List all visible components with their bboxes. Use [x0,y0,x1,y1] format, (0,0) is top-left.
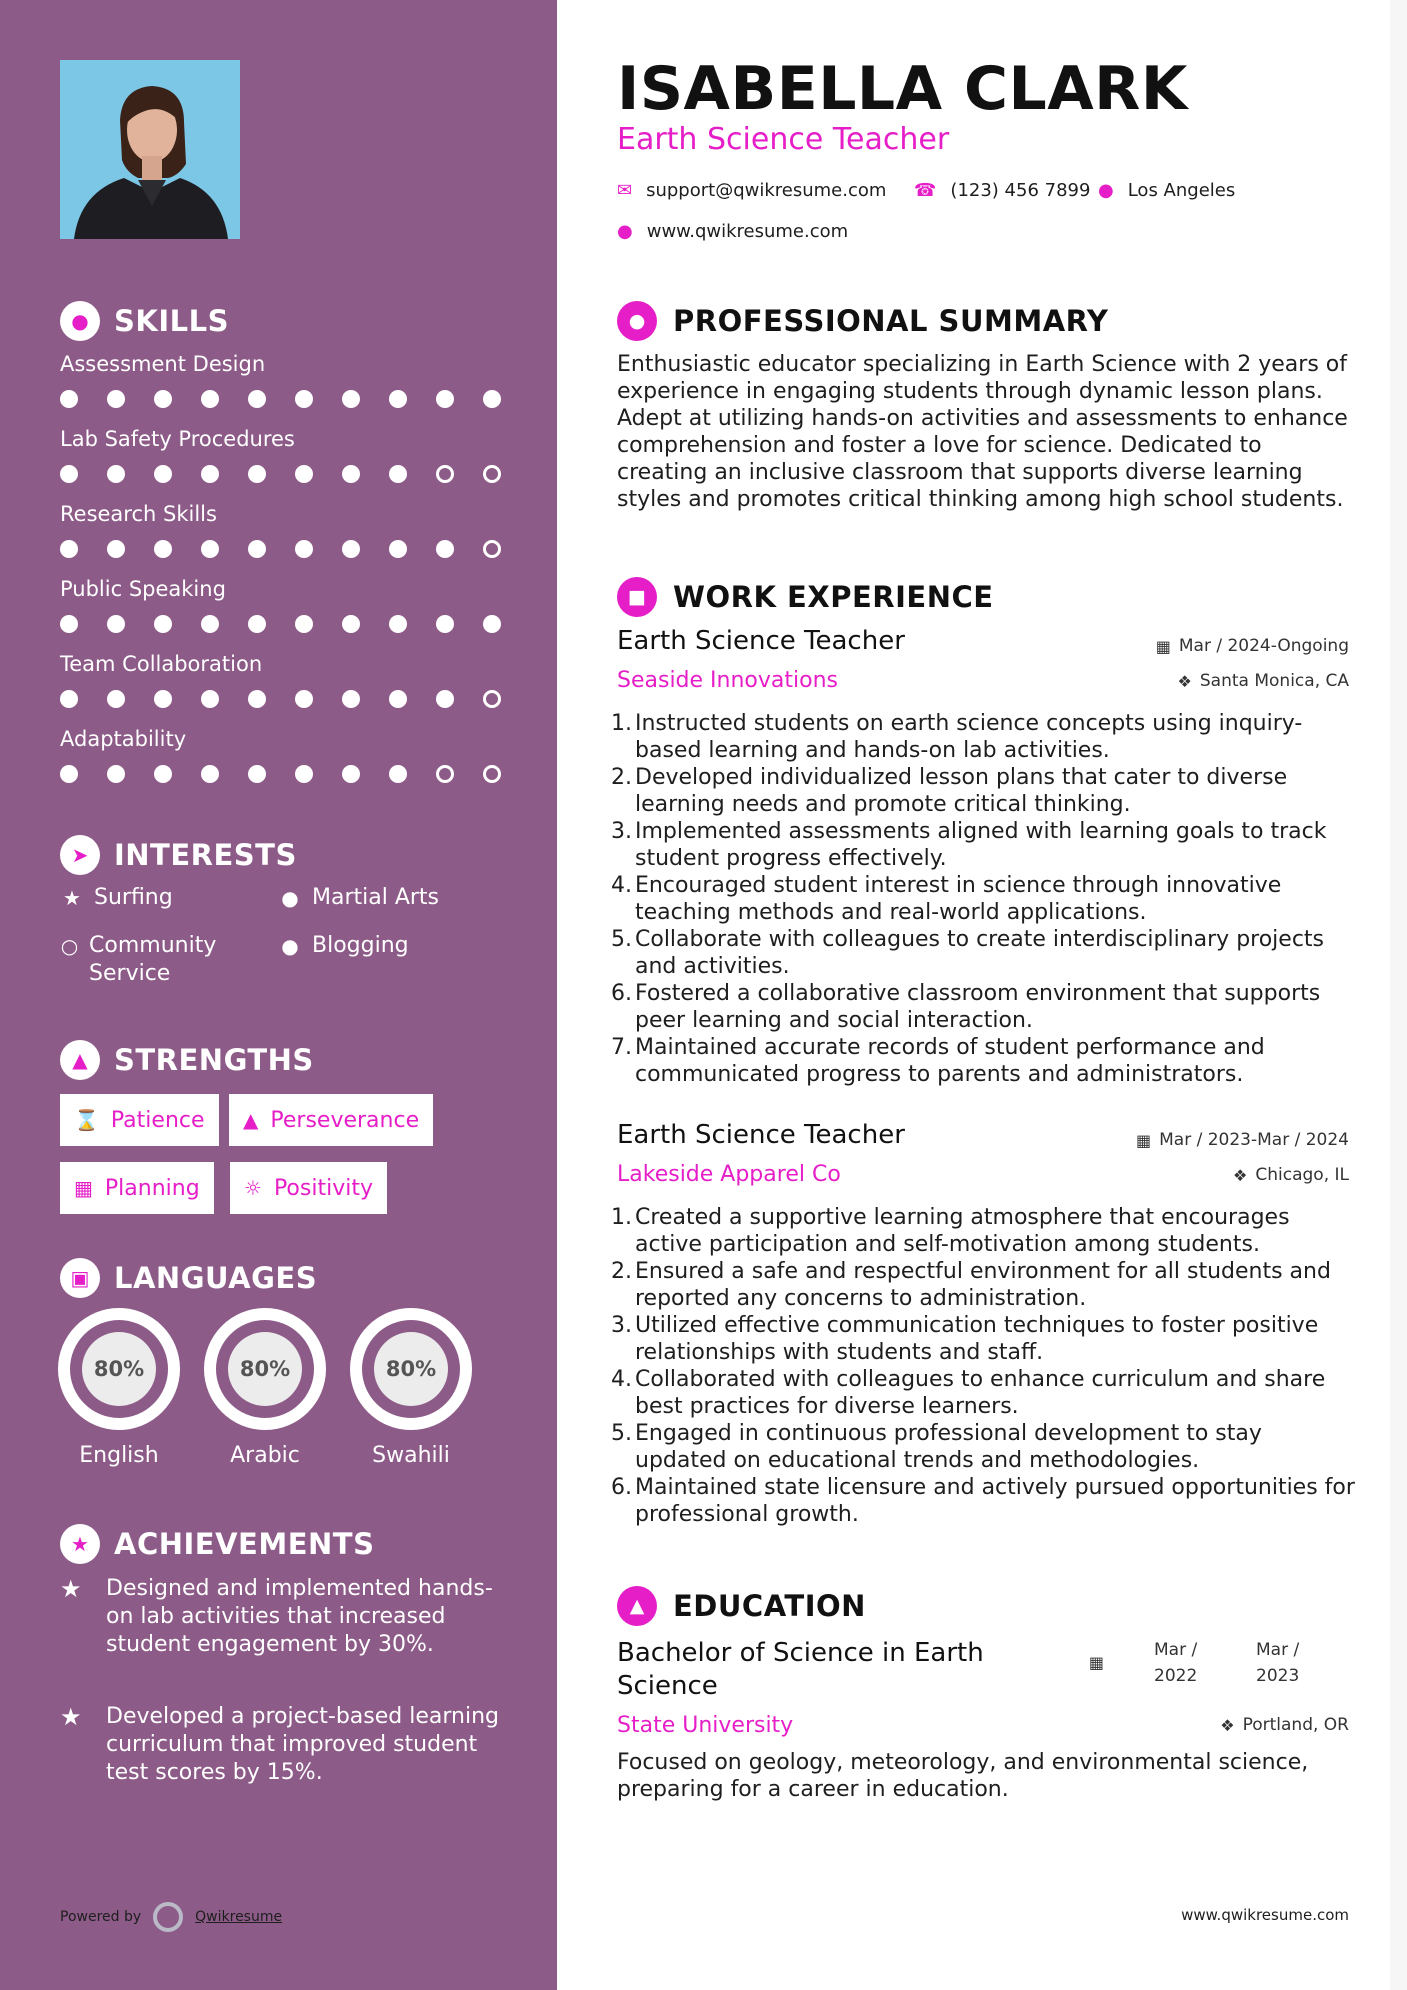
duty-text: Fostered a collaborative classroom environment that supports peer learning and social interaction. [635,981,1321,1033]
rating-dot-filled [295,390,313,408]
duty-text: Instructed students on earth science concepts using inquiry-based learning and hands-on lab activities. [635,711,1303,763]
duty-number: 2. [611,765,632,790]
rating-dot-filled [60,390,78,408]
globe-icon: ● [281,886,299,910]
rating-dot-empty [483,690,501,708]
duty-text: Developed individualized lesson plans that cater to diverse learning needs and promote critical thinking. [635,765,1288,817]
interest-item: ○ Community Service [60,933,217,986]
skill-name: Lab Safety Procedures [60,427,295,451]
duty-number: 5. [611,1421,632,1446]
rating-dot-empty [436,465,454,483]
calendar-icon: ▦ [1088,1653,1104,1672]
skill-name: Research Skills [60,502,217,526]
duty-text: Collaborated with colleagues to enhance curriculum and share best practices for diverse learners. [635,1367,1326,1419]
profile-photo [60,60,240,239]
strengths-heading: ▲ STRENGTHS [60,1040,314,1080]
rating-dot-filled [248,615,266,633]
duty-number: 4. [611,1367,632,1392]
duty-text: Collaborate with colleagues to create interdisciplinary projects and activities. [635,927,1325,979]
rating-dot-filled [201,690,219,708]
shooting-star-icon: ★ [60,1575,82,1603]
rating-dot-filled [295,465,313,483]
rating-dot-filled [107,765,125,783]
sun-icon: ☼ [244,1176,262,1200]
duty-item [611,1034,1357,1088]
sidebar [0,0,557,1990]
paper-plane-icon: ➤ [60,835,100,875]
rating-dot-filled [60,615,78,633]
qwikresume-logo-icon [153,1902,183,1932]
rating-dot-filled [248,465,266,483]
skill-rating [60,765,501,783]
rating-dot-filled [107,690,125,708]
globe-icon: ● [617,221,633,242]
job-title: Earth Science Teacher [617,1120,905,1150]
rating-dot-empty [436,765,454,783]
duty-text: Created a supportive learning atmosphere that encourages active participation and self-motivation among students. [635,1205,1290,1257]
job-company: Lakeside Apparel Co [617,1162,841,1187]
hourglass-icon: ⌛ [74,1108,99,1132]
rating-dot-filled [436,390,454,408]
graduation-icon: ▲ [617,1586,657,1626]
rating-dot-filled [154,765,172,783]
strength-chip: ▲ Perseverance [229,1094,433,1146]
interest-item: ● Martial Arts [278,884,439,912]
rating-dot-empty [483,465,501,483]
calendar-icon: ▦ [1135,1130,1152,1150]
duty-item [611,710,1357,764]
strength-chip: ▦ Planning [60,1162,214,1214]
language-ring [204,1308,326,1430]
skills-heading: ● SKILLS [60,301,229,341]
rating-dot-filled [60,765,78,783]
job-dates: ▦ Mar / 2024-Ongoing [1155,636,1349,656]
rating-dot-filled [436,615,454,633]
rating-dot-filled [154,615,172,633]
hand-icon: ○ [60,934,79,958]
skill-name: Public Speaking [60,577,226,601]
qwikresume-link[interactable]: Qwikresume [195,1909,283,1925]
rating-dot-filled [201,765,219,783]
languages-heading: ▣ LANGUAGES [60,1258,317,1298]
language-ring [58,1308,180,1430]
duty-item [611,1204,1357,1258]
star-badge-icon: ★ [60,1524,100,1564]
star-icon: ★ [63,886,81,910]
rating-dot-filled [483,615,501,633]
rating-dot-filled [201,465,219,483]
rating-dot-filled [60,540,78,558]
rating-dot-filled [295,615,313,633]
envelope-icon: ✉ [617,180,633,201]
rating-dot-filled [389,765,407,783]
rating-dot-filled [389,540,407,558]
calendar-icon: ▦ [1155,636,1171,656]
rating-dot-filled [154,690,172,708]
phone-icon: ☎ [914,180,937,201]
duty-item [611,926,1357,980]
education-end-date: Mar / 2023 [1256,1640,1300,1686]
duty-text: Engaged in continuous professional development to stay updated on educational trends and methodologies. [635,1421,1262,1473]
duty-item [611,1258,1357,1312]
interests-heading: ➤ INTERESTS [60,835,297,875]
duty-text: Ensured a safe and respectful environment for all students and reported any concerns to administration. [635,1259,1331,1311]
rating-dot-filled [436,540,454,558]
job-dates: ▦ Mar / 2023-Mar / 2024 [1135,1130,1349,1150]
language-percent: 80% [374,1332,448,1406]
rating-dot-filled [436,690,454,708]
rating-dot-filled [342,390,360,408]
language-percent: 80% [228,1332,302,1406]
shooting-star-icon: ★ [60,1703,82,1731]
duty-item [611,980,1357,1034]
duty-number: 3. [611,1313,632,1338]
rating-dot-filled [389,465,407,483]
duty-item [611,1420,1357,1474]
rating-dot-filled [154,465,172,483]
language-name: Arabic [230,1443,300,1468]
job-duties [611,710,1357,1088]
education-degree: Bachelor of Science in Earth Science [617,1638,984,1701]
contact-location: ● Los Angeles [1098,180,1236,201]
candidate-name: ISABELLA CLARK [617,54,1188,124]
duty-item [611,1312,1357,1366]
duty-number: 4. [611,873,632,898]
footer-website[interactable]: www.qwikresume.com [1181,1906,1349,1924]
duty-number: 5. [611,927,632,952]
skill-rating [60,615,501,633]
achievement-item: ★ Developed a project-based learning curriculum that improved student test scores by 15%. [60,1703,499,1785]
education-calendar [1089,1653,1104,1672]
rating-dot-filled [154,540,172,558]
experience-heading: ■ WORK EXPERIENCE [617,577,994,617]
fist-icon: ▲ [60,1040,100,1080]
duty-text: Utilized effective communication techniques to foster positive relationships with students and staff. [635,1313,1319,1365]
lightbulb-icon: ● [60,301,100,341]
skill-name: Team Collaboration [60,652,263,676]
language-card-icon: ▣ [60,1258,100,1298]
calendar-icon: ▦ [74,1176,93,1200]
website-link[interactable]: www.qwikresume.com [646,221,849,242]
skill-rating [60,465,501,483]
job-title: Earth Science Teacher [617,626,905,656]
duty-item [611,1474,1357,1528]
email-link[interactable]: support@qwikresume.com [646,180,887,201]
education-description: Focused on geology, meteorology, and environmental science, preparing for a career in education. [617,1750,1309,1802]
duty-number: 2. [611,1259,632,1284]
achievements-heading: ★ ACHIEVEMENTS [60,1524,374,1564]
rating-dot-filled [342,465,360,483]
rating-dot-filled [107,615,125,633]
rating-dot-filled [342,540,360,558]
rating-dot-filled [342,765,360,783]
contact-email [617,180,886,201]
summary-text: Enthusiastic educator specializing in Earth Science with 2 years of experience in engaging students through dynamic lesson plans. Adept at utilizing hands-on activities and assessments to enhance comprehension and foster a love for science. Dedicated to creating an inclusive classroom that supports diverse learning styles and promotes critical thinking among high school students. [617,352,1348,512]
users-icon: ● [281,934,299,958]
duty-item [611,872,1357,926]
rating-dot-filled [483,390,501,408]
rating-dot-filled [248,765,266,783]
interest-item: ● Blogging [278,932,409,960]
rating-dot-filled [154,390,172,408]
user-icon: ● [617,301,657,341]
rating-dot-filled [107,390,125,408]
duty-item [611,764,1357,818]
rating-dot-filled [389,615,407,633]
rating-dot-filled [107,540,125,558]
page-edge [1390,0,1407,1990]
pushpin-icon: ❖ [1233,1165,1248,1185]
education-school: State University [617,1713,794,1738]
job-company: Seaside Innovations [617,668,838,693]
education-location: ❖ Portland, OR [1220,1715,1349,1735]
job-location: ❖ Santa Monica, CA [1177,671,1349,691]
powered-by: Powered by Qwikresume [60,1902,282,1932]
duty-text: Maintained state licensure and actively pursued opportunities for professional growth. [635,1475,1355,1527]
rating-dot-filled [60,690,78,708]
duty-number: 6. [611,1475,632,1500]
rating-dot-filled [248,390,266,408]
pushpin-icon: ❖ [1220,1715,1235,1735]
language-ring [350,1308,472,1430]
rating-dot-empty [483,765,501,783]
skill-rating [60,540,501,558]
job-duties [611,1204,1357,1528]
contact-website [617,221,848,242]
rating-dot-filled [248,690,266,708]
language-percent: 80% [82,1332,156,1406]
rating-dot-filled [295,765,313,783]
duty-item [611,1366,1357,1420]
rating-dot-empty [483,540,501,558]
strength-chip: ☼ Positivity [230,1162,387,1214]
duty-number: 3. [611,819,632,844]
rating-dot-filled [201,540,219,558]
rating-dot-filled [107,465,125,483]
rating-dot-filled [201,615,219,633]
rating-dot-filled [389,390,407,408]
duty-text: Encouraged student interest in science through innovative teaching methods and real-world applications. [635,873,1282,925]
duty-text: Maintained accurate records of student performance and communicated progress to parents and administrators. [635,1035,1265,1087]
rating-dot-filled [342,615,360,633]
chair-icon: ■ [617,577,657,617]
rating-dot-filled [295,690,313,708]
summary-heading: ● PROFESSIONAL SUMMARY [617,301,1108,341]
duty-number: 6. [611,981,632,1006]
interest-item: ★ Surfing [60,884,173,912]
duty-number: 7. [611,1035,632,1060]
duty-text: Implemented assessments aligned with learning goals to track student progress effectively. [635,819,1327,871]
rating-dot-filled [295,540,313,558]
rating-dot-filled [201,390,219,408]
language-name: English [79,1443,159,1468]
job-location: ❖ Chicago, IL [1233,1165,1349,1185]
skill-name: Assessment Design [60,352,266,376]
duty-item [611,818,1357,872]
rating-dot-filled [342,690,360,708]
achievement-item: ★ Designed and implemented hands-on lab activities that increased student engagement by 30%. [60,1575,493,1657]
skill-name: Adaptability [60,727,187,751]
strength-chip: ⌛ Patience [60,1094,219,1146]
pushpin-icon: ❖ [1177,671,1192,691]
profile-photo-illustration [60,60,240,239]
rating-dot-filled [389,690,407,708]
skill-rating [60,390,501,408]
skill-rating [60,690,501,708]
language-name: Swahili [372,1443,450,1468]
duty-number: 1. [611,711,632,736]
contact-phone: ☎ (123) 456 7899 [914,180,1091,201]
candidate-role: Earth Science Teacher [617,122,950,157]
rating-dot-filled [248,540,266,558]
rating-dot-filled [60,465,78,483]
education-start-date: Mar / 2022 [1154,1640,1198,1686]
duty-number: 1. [611,1205,632,1230]
road-icon: ▲ [243,1108,259,1132]
map-pin-icon: ● [1098,180,1114,201]
education-heading: ▲ EDUCATION [617,1586,866,1626]
